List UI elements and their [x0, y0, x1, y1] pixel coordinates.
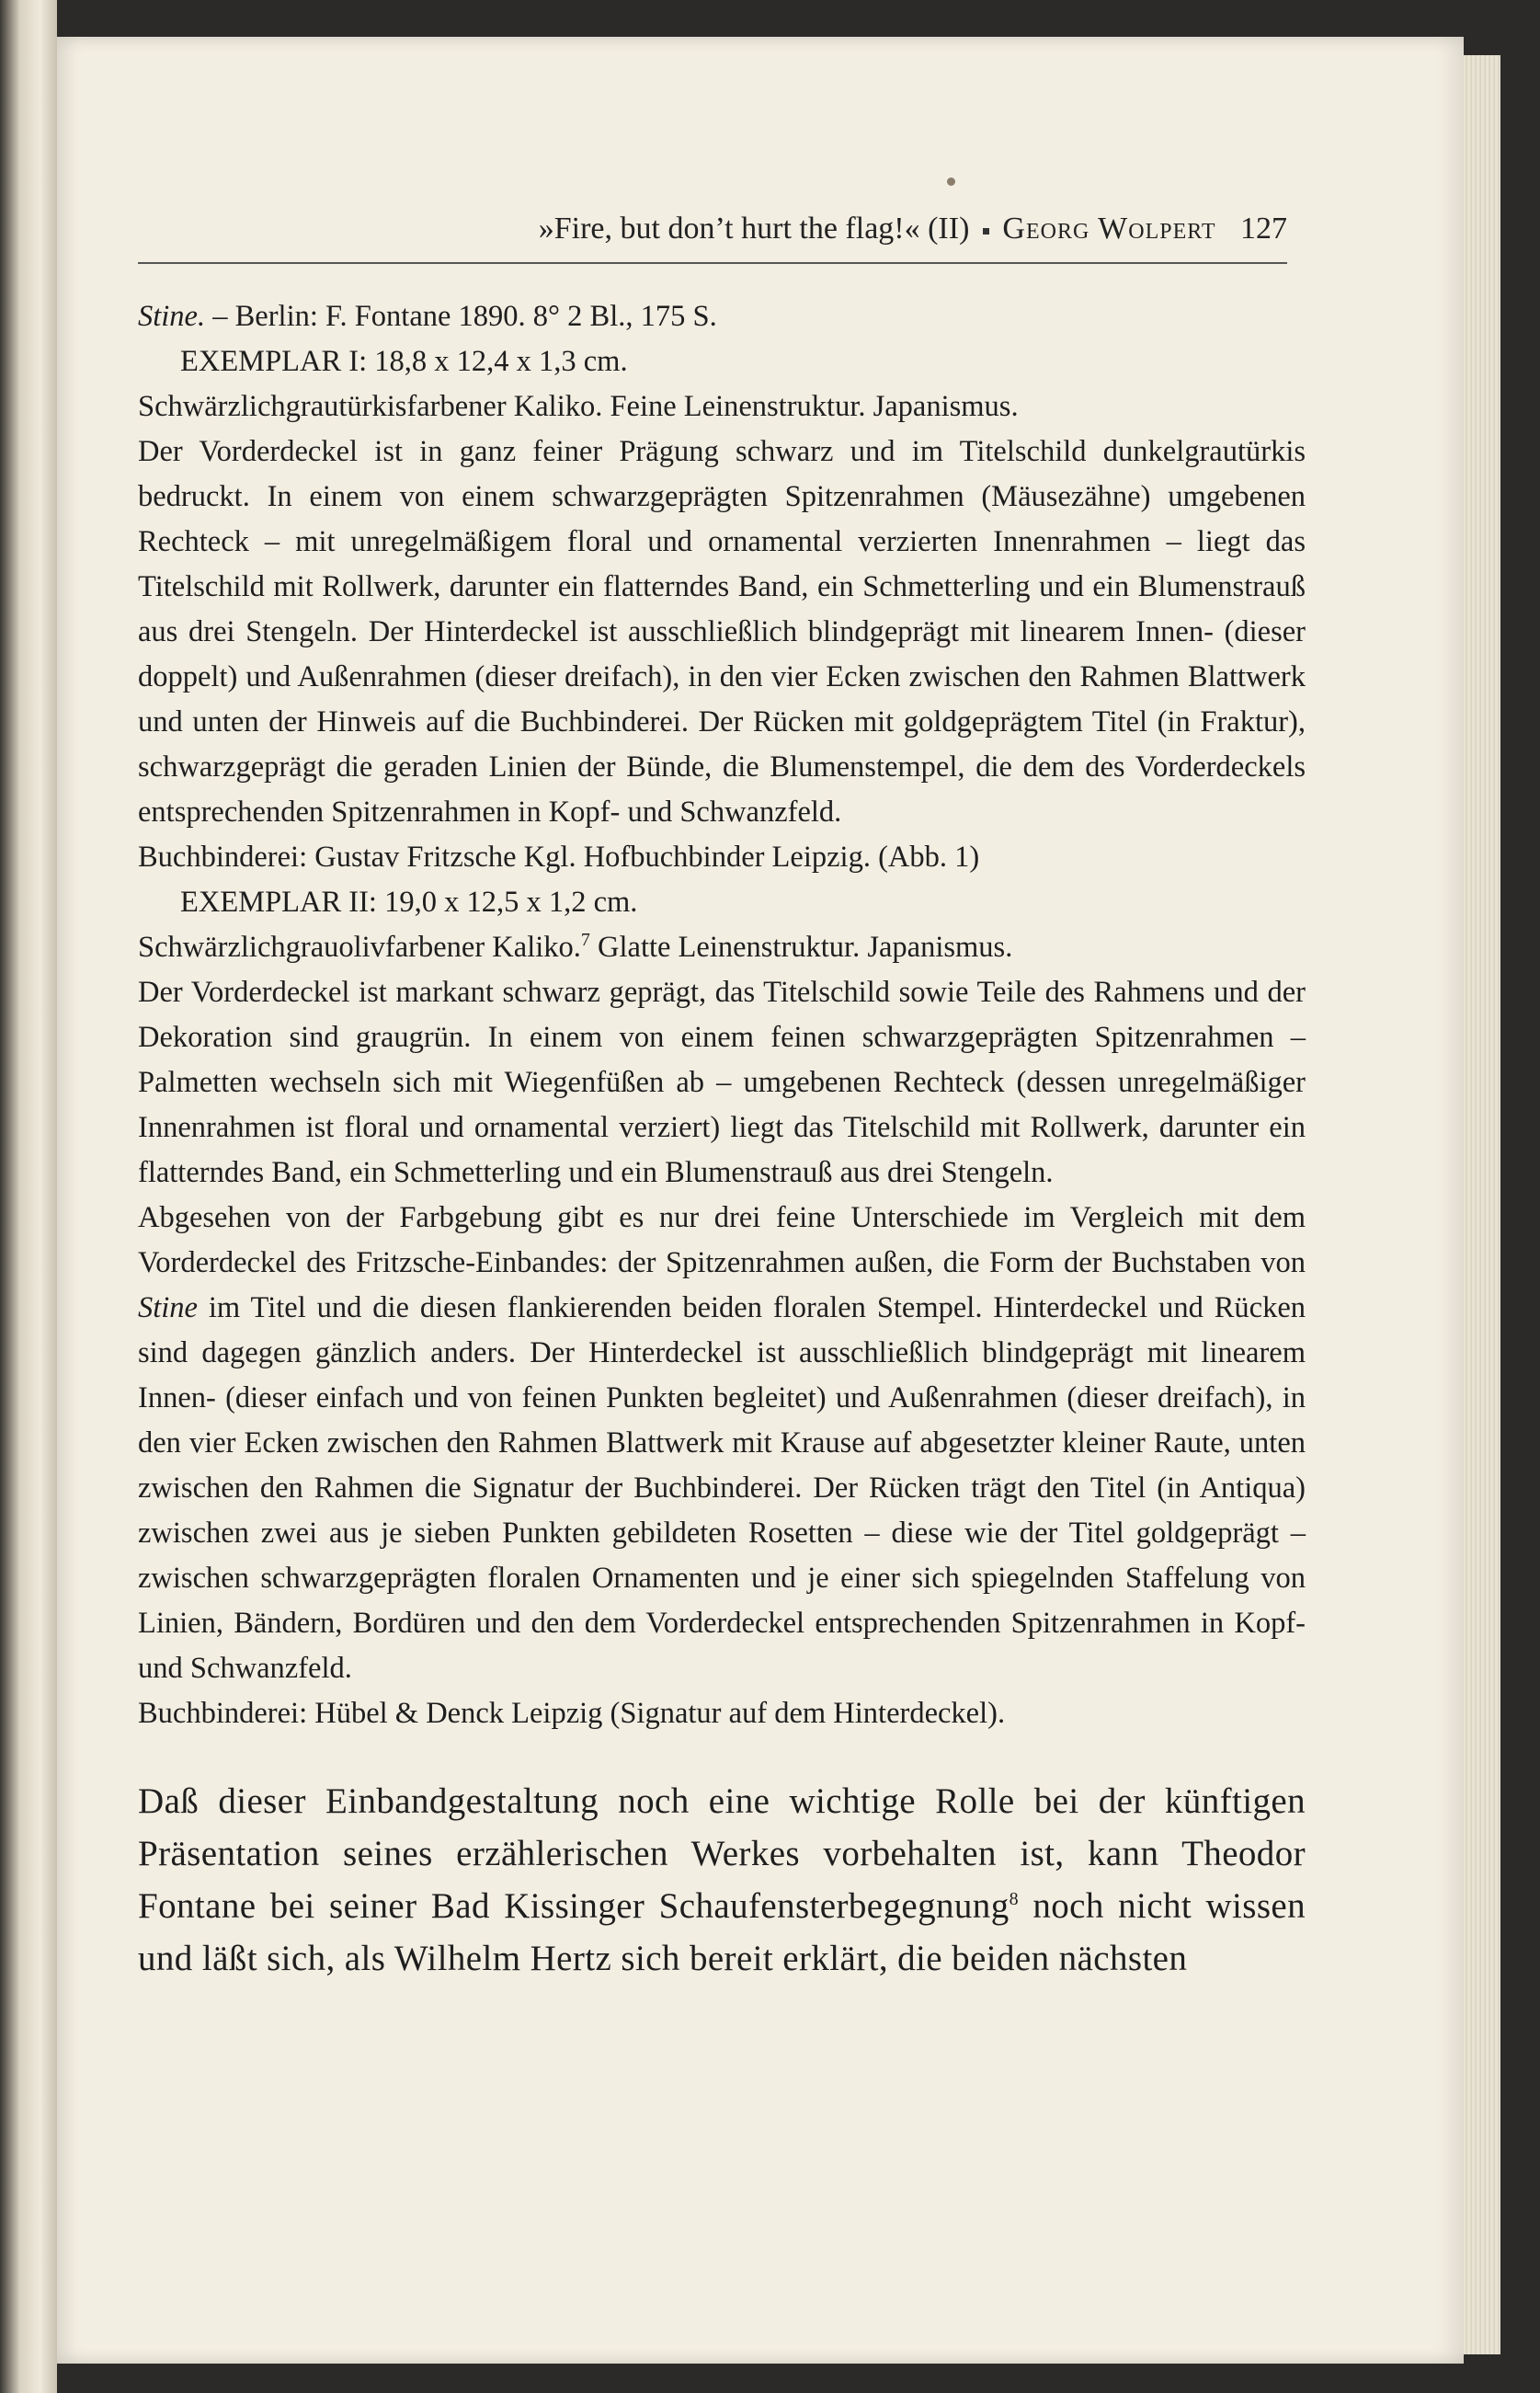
book-title: Stine. [138, 300, 206, 333]
imprint: – Berlin: F. Fontane 1890. 8° 2 Bl., 175 S. [205, 300, 717, 333]
comparison-text-start: Abgesehen von der Farbgebung gibt es nur drei feine Unterschiede im Vergleich mit dem Vorderdeckel des Fritzsche-Einbandes: der Spitzenrahmen außen, die Form der Buchstaben von [138, 1201, 1306, 1279]
running-head [368, 212, 1287, 246]
copy-two-material-rest: Glatte Leinenstruktur. Japanismus. [589, 931, 1013, 964]
header-rule [138, 262, 1287, 264]
comparison-title: Stine [138, 1291, 198, 1324]
running-head-title: »Fire, but don’t hurt the flag!« (II) [538, 212, 970, 246]
copy-two-material-text: Schwärzlichgrauolivfarbener Kaliko. [138, 931, 581, 964]
comparison-text-end: im Titel und die diesen flankierenden beiden floralen Stempel. Hinterdeckel und Rücken sind dagegen gänzlich anders. Der Hinterdeckel ist ausschließlich blindgeprägt mit linearem Innen- (dieser einfach und von feinen Punkten begleitet) und Außenrahmen (dieser dreifach), in den vier Ecken zwischen den Rahmen Blattwerk mit Krause auf abgesetzter kleiner Raute, unten zwischen den Rahmen die Signatur der Buchbinderei. Der Rücken trägt den Titel (in Antiqua) zwischen zwei aus je sieben Punkten gebildeten Rosetten – diese wie der Titel goldgeprägt – zwischen schwarzgeprägten floralen Ornamenten und je einer sich spiegelnden Staffelung von Linien, Bändern, Bordüren und den dem Vorderdeckel entsprechenden Spitzenrahmen in Kopf- und Schwanzfeld. [138, 1291, 1306, 1685]
copy-two-bindery: Buchbinderei: Hübel & Denck Leipzig (Signatur auf dem Hinterdeckel). [138, 1697, 1006, 1730]
copy-one-heading: EXEMPLAR I: 18,8 x 12,4 x 1,3 cm. [180, 345, 628, 378]
running-head-author: Georg Wolpert [1002, 212, 1216, 246]
copy-one-material: Schwärzlichgrautürkisfarbener Kaliko. Feine Leinenstruktur. Japanismus. [138, 390, 1019, 423]
copy-two-description: Der Vorderdeckel ist markant schwarz geprägt, das Titelschild sowie Teile des Rahmens und der Dekoration sind graugrün. In einem von einem feinen schwarzgeprägten Spitzenrahmen – Palmetten wechseln sich mit Wiegenfüßen ab – umgebenen Rechteck (dessen unregelmäßiger Innenrahmen ist floral und ornamental verziert) liegt das Titelschild mit Rollwerk, darunter ein flatterndes Band, ein Schmetterling und ein Blumenstrauß aus drei Stengeln. [138, 976, 1306, 1189]
page-mark [947, 177, 955, 186]
body-text-end: noch nicht wissen und läßt sich, als Wilhelm Hertz sich bereit erklärt, die beiden nächsten [138, 1886, 1306, 1978]
footnote-ref-8: 8 [1009, 1889, 1020, 1909]
page-block-edge [1464, 55, 1500, 2354]
page-content [138, 294, 1306, 1985]
copy-one-description: Der Vorderdeckel ist in ganz feiner Prägung schwarz und im Titelschild dunkelgrautürkis bedruckt. In einem von einem schwarzgeprägten Spitzenrahmen (Mäusezähne) umgebenen Rechteck – mit unregelmäßigem floral und ornamental verzierten Innenrahmen – liegt das Titelschild mit Rollwerk, darunter ein flatterndes Band, ein Schmetterling und ein Blumenstrauß aus drei Stengeln. Der Hinterdeckel ist ausschließlich blindgeprägt mit linearem Innen- (dieser doppelt) und Außenrahmen (dieser dreifach), in den vier Ecken zwischen den Rahmen Blattwerk und unten der Hinweis auf die Buchbinderei. Der Rücken mit goldgeprägtem Titel (in Fraktur), schwarzgeprägt die geraden Linien der Bünde, die Blumenstempel, die dem des Vorderdeckels entsprechenden Spitzenrahmen in Kopf- und Schwanzfeld. [138, 435, 1306, 829]
separator-square-icon [983, 228, 989, 235]
page-number: 127 [1240, 212, 1287, 246]
copy-two-heading: EXEMPLAR II: 19,0 x 12,5 x 1,2 cm. [180, 886, 638, 919]
copy-one-bindery: Buchbinderei: Gustav Fritzsche Kgl. Hofbuchbinder Leipzig. (Abb. 1) [138, 841, 980, 874]
footnote-ref-7: 7 [580, 930, 590, 951]
body-paragraph [138, 1775, 1306, 1985]
copy-two-comparison [138, 1196, 1306, 1691]
adjacent-page-edge [0, 0, 57, 2393]
body-text-start: Daß dieser Einbandgestaltung noch eine wichtige Rolle bei der künftigen Präsentation seines erzählerischen Werkes vorbehalten ist, kann Theodor Fontane bei seiner Bad Kissinger Schaufensterbegegnung [138, 1781, 1306, 1926]
copy-two-material [138, 925, 1306, 970]
bibliographic-entry [138, 294, 1306, 339]
